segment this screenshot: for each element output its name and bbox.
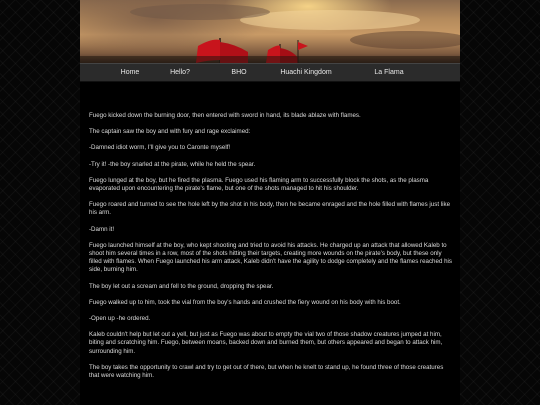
nav-link-huachi-kingdom[interactable]: Huachi Kingdom — [280, 69, 332, 76]
story-paragraph: Fuego roared and turned to see the hole left by the shot in his body, then he became enraged and the hole filled with flames just like his arm. — [89, 201, 451, 217]
nav-link-home[interactable]: Home — [120, 69, 140, 76]
story-paragraph: Fuego launched himself at the boy, who kept shooting and tried to avoid his attacks. He charged up an attack that allowed Kaleb to shoot him several times in a row, most of the shots hitting their targets, creating more wounds on the pirate's body, but these only filled with flames. When Fuego launched his arm attack, Kaleb didn't have the agility to dodge completely and the flames reached his side, burning him. — [89, 241, 453, 274]
nav-link-hello[interactable]: Hello? — [170, 69, 190, 76]
story-paragraph: The captain saw the boy and with fury and rage exclaimed: — [89, 128, 251, 136]
nav-link-la-flama[interactable]: La Flama — [374, 69, 404, 76]
story-paragraph: -Open up -he ordered. — [89, 315, 151, 323]
story-paragraph: Fuego walked up to him, took the vial from the boy's hands and crushed the fiery wound on his body with his boot. — [89, 298, 401, 306]
story-paragraph: -Damned idiot worm, I'll give you to Caronte myself! — [89, 144, 231, 152]
story-paragraph: Fuego kicked down the burning door, then entered with sword in hand, its blade ablaze with flames. — [89, 112, 361, 119]
story-paragraph: -Damn it! — [89, 225, 115, 233]
story-paragraph: Fuego lunged at the boy, but he fired the plasma. Fuego used his flaming arm to successfully block the shots, as the plasma evaporated upon encountering the pirate's flame, but one of the shots managed to hit his shoulder. — [89, 176, 429, 193]
header-banner-image — [80, 0, 460, 63]
story-paragraph: Kaleb couldn't help but let out a yell, but just as Fuego was about to empty the vial two of those shadow creatures jumped at him, biting and scratching him. Fuego, between moans, backed down and burned them, but others appeared and began to attack him, surrounding him. — [89, 331, 443, 355]
story-paragraph: The boy takes the opportunity to crawl and try to get out of there, but when he knelt to stand up, he found three of those creatures that were watching him. — [89, 363, 444, 380]
story-content — [89, 112, 453, 388]
main-nav-bar — [80, 63, 460, 82]
page-container — [80, 0, 460, 405]
nav-link-bho[interactable]: BHO — [231, 69, 247, 76]
pirate-ships-illustration — [80, 0, 460, 63]
story-paragraph: The boy let out a scream and fell to the ground, dropping the spear. — [89, 282, 274, 290]
story-paragraph: -Try it! -the boy snarled at the pirate, while he held the spear. — [89, 160, 256, 168]
